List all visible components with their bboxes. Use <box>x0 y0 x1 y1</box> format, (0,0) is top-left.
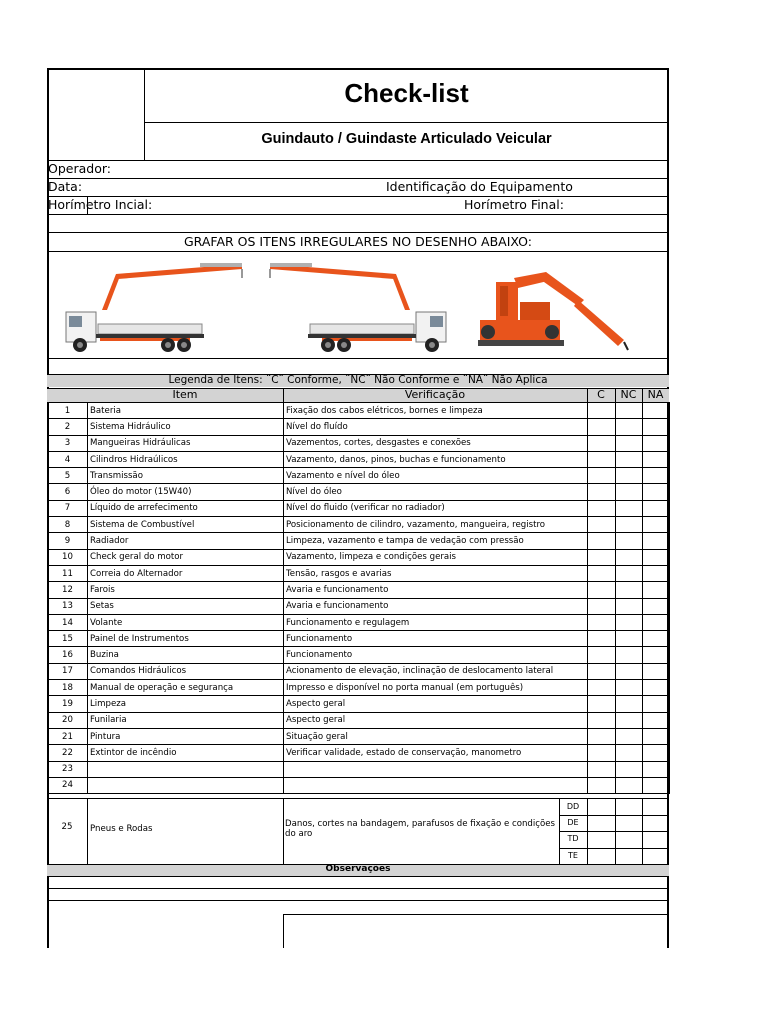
check-c-cell[interactable] <box>588 484 616 500</box>
item-name: Comandos Hidráulicos <box>88 663 284 679</box>
check-na-cell[interactable] <box>643 631 670 647</box>
check-c-cell[interactable] <box>588 696 616 712</box>
item-number: 3 <box>48 435 88 451</box>
check-c-cell[interactable] <box>588 745 616 761</box>
check-na-cell[interactable] <box>643 647 670 663</box>
table-row <box>48 614 670 630</box>
check-na-cell[interactable] <box>643 533 670 549</box>
check-na-cell[interactable] <box>643 712 670 728</box>
item-name: Volante <box>88 614 284 630</box>
check-c-cell[interactable] <box>588 761 616 777</box>
table-row <box>48 631 670 647</box>
item-check: Avaria e funcionamento <box>284 598 588 614</box>
row-line <box>47 214 669 215</box>
check-c-cell[interactable] <box>588 598 616 614</box>
row-line <box>47 160 669 161</box>
table-row <box>48 533 670 549</box>
item-check: Vazamento, danos, pinos, buchas e funcionamento <box>284 451 588 467</box>
check-c-cell[interactable] <box>588 777 616 793</box>
header-verificacao: Verificação <box>404 388 466 401</box>
legend-text: Legenda de Itens: ¨C¨ Conforme, ¨NC¨ Não Conforme e ¨NA¨ Não Aplica <box>168 374 548 386</box>
col-line <box>283 798 284 864</box>
header-c: C <box>597 388 605 401</box>
check-c-cell[interactable] <box>588 631 616 647</box>
check-c-cell[interactable] <box>588 680 616 696</box>
header-item: Item <box>172 388 198 401</box>
table-row <box>48 582 670 598</box>
check-c-cell[interactable] <box>588 419 616 435</box>
item-name: Bateria <box>88 403 284 419</box>
row-line <box>47 900 669 901</box>
crane-unit-view[interactable] <box>474 262 634 356</box>
check-c-cell[interactable] <box>588 403 616 419</box>
check-nc-cell[interactable] <box>616 549 643 565</box>
item-name: Painel de Instrumentos <box>88 631 284 647</box>
check-nc-cell[interactable] <box>616 696 643 712</box>
item-number: 18 <box>48 680 88 696</box>
check-na-cell[interactable] <box>643 549 670 565</box>
check-nc-cell[interactable] <box>616 777 643 793</box>
table-row <box>48 745 670 761</box>
checklist-table <box>47 402 670 794</box>
table-row <box>48 761 670 777</box>
check-na-cell[interactable] <box>643 728 670 744</box>
check-nc-cell[interactable] <box>616 533 643 549</box>
col-line <box>587 388 588 402</box>
check-nc-cell[interactable] <box>616 468 643 484</box>
table-row <box>48 451 670 467</box>
check-c-cell[interactable] <box>588 500 616 516</box>
item-name <box>88 777 284 793</box>
col-line <box>87 798 88 864</box>
data-label: Data: <box>48 179 83 194</box>
truck-crane-left-view[interactable] <box>60 258 250 358</box>
item-number: 8 <box>48 517 88 533</box>
check-c-cell[interactable] <box>588 647 616 663</box>
col-line <box>615 388 616 402</box>
item-number: 10 <box>48 549 88 565</box>
header-na: NA <box>647 388 664 401</box>
check-na-cell[interactable] <box>643 777 670 793</box>
check-nc-cell[interactable] <box>616 582 643 598</box>
horimetro-inicial-label: Horímetro Incial: <box>48 197 153 212</box>
item-check: Limpeza, vazamento e tampa de vedação com pressão <box>284 533 588 549</box>
table-row <box>48 419 670 435</box>
item-check: Aspecto geral <box>284 712 588 728</box>
check-c-cell[interactable] <box>588 517 616 533</box>
item-check: Funcionamento <box>284 647 588 663</box>
col-line <box>642 388 643 402</box>
check-c-cell[interactable] <box>588 549 616 565</box>
item-name: Óleo do motor (15W40) <box>88 484 284 500</box>
item-name: Sistema de Combustível <box>88 517 284 533</box>
item-check: Fixação dos cabos elétricos, bornes e limpeza <box>284 403 588 419</box>
item-number: 6 <box>48 484 88 500</box>
check-c-cell[interactable] <box>588 451 616 467</box>
item-number: 4 <box>48 451 88 467</box>
item-check: Situação geral <box>284 728 588 744</box>
signature-box-left <box>283 914 284 948</box>
row-line <box>47 178 669 179</box>
item-number: 23 <box>48 761 88 777</box>
tire-position-dd: DD <box>566 802 580 811</box>
check-na-cell[interactable] <box>643 403 670 419</box>
item-number: 22 <box>48 745 88 761</box>
check-na-cell[interactable] <box>643 468 670 484</box>
check-nc-cell[interactable] <box>616 745 643 761</box>
table-row <box>48 500 670 516</box>
item-name: Mangueiras Hidráulicas <box>88 435 284 451</box>
item-check <box>284 777 588 793</box>
col-line <box>283 388 284 402</box>
check-nc-cell[interactable] <box>616 565 643 581</box>
item-number: 24 <box>48 777 88 793</box>
check-na-cell[interactable] <box>643 500 670 516</box>
table-row <box>48 403 670 419</box>
check-c-cell[interactable] <box>588 533 616 549</box>
table-row <box>48 728 670 744</box>
check-nc-cell[interactable] <box>616 663 643 679</box>
check-na-cell[interactable] <box>643 761 670 777</box>
item-check: Nível do óleo <box>284 484 588 500</box>
item-name: Buzina <box>88 647 284 663</box>
table-row <box>48 663 670 679</box>
item-number: 2 <box>48 419 88 435</box>
check-c-cell[interactable] <box>588 582 616 598</box>
item-number: 13 <box>48 598 88 614</box>
check-c-cell[interactable] <box>588 468 616 484</box>
check-nc-cell[interactable] <box>616 712 643 728</box>
check-c-cell[interactable] <box>588 663 616 679</box>
item-number: 11 <box>48 565 88 581</box>
item-check: Nível do fluído <box>284 419 588 435</box>
table-row <box>48 517 670 533</box>
item-check: Verificar validade, estado de conservação, manometro <box>284 745 588 761</box>
item-name: Farois <box>88 582 284 598</box>
item-name: Manual de operação e segurança <box>88 680 284 696</box>
check-c-cell[interactable] <box>588 712 616 728</box>
check-na-cell[interactable] <box>643 517 670 533</box>
item-name: Transmissão <box>88 468 284 484</box>
item-check: Tensão, rasgos e avarias <box>284 565 588 581</box>
check-na-cell[interactable] <box>643 435 670 451</box>
item-check: Vazementos, cortes, desgastes e conexões <box>284 435 588 451</box>
check-nc-cell[interactable] <box>616 451 643 467</box>
item-check: Acionamento de elevação, inclinação de deslocamento lateral <box>284 663 588 679</box>
check-na-cell[interactable] <box>643 484 670 500</box>
check-na-cell[interactable] <box>643 745 670 761</box>
equipment-id-label: Identificação do Equipamento <box>386 179 573 194</box>
item-check: Vazamento, limpeza e condições gerais <box>284 549 588 565</box>
item-name: Funilaria <box>88 712 284 728</box>
item-number: 15 <box>48 631 88 647</box>
check-c-cell[interactable] <box>588 728 616 744</box>
item-number: 20 <box>48 712 88 728</box>
row-line <box>47 251 669 252</box>
horimetro-final-label: Horímetro Final: <box>464 197 564 212</box>
item-number: 12 <box>48 582 88 598</box>
item-check: Danos, cortes na bandagem, parafusos de fixação e condições do aro <box>285 819 556 839</box>
row-line <box>559 831 669 832</box>
check-nc-cell[interactable] <box>616 403 643 419</box>
check-na-cell[interactable] <box>643 582 670 598</box>
check-c-cell[interactable] <box>588 565 616 581</box>
table-row <box>48 598 670 614</box>
observacoes-label: Observações <box>325 864 391 874</box>
item-number: 17 <box>48 663 88 679</box>
check-nc-cell[interactable] <box>616 484 643 500</box>
table-row <box>48 647 670 663</box>
check-nc-cell[interactable] <box>616 761 643 777</box>
check-nc-cell[interactable] <box>616 500 643 516</box>
page-title: Check-list <box>344 78 469 108</box>
operador-label: Operador: <box>48 161 111 176</box>
item-check: Impresso e disponível no porta manual (em português) <box>284 680 588 696</box>
check-nc-cell[interactable] <box>616 419 643 435</box>
item-name: Correia do Alternador <box>88 565 284 581</box>
check-nc-cell[interactable] <box>616 680 643 696</box>
row-line <box>47 358 669 359</box>
item-name: Radiador <box>88 533 284 549</box>
table-row <box>48 468 670 484</box>
item-number: 16 <box>48 647 88 663</box>
item-name: Líquido de arrefecimento <box>88 500 284 516</box>
col-line <box>87 196 88 214</box>
check-na-cell[interactable] <box>643 680 670 696</box>
table-row <box>48 435 670 451</box>
item-name <box>88 761 284 777</box>
check-na-cell[interactable] <box>643 451 670 467</box>
table-row <box>48 696 670 712</box>
item-check: Aspecto geral <box>284 696 588 712</box>
check-nc-cell[interactable] <box>616 631 643 647</box>
drawing-instruction: GRAFAR OS ITENS IRREGULARES NO DESENHO ABAIXO: <box>183 234 533 249</box>
check-nc-cell[interactable] <box>616 614 643 630</box>
item-number: 5 <box>48 468 88 484</box>
table-row <box>48 549 670 565</box>
page-subtitle: Guindauto / Guindaste Articulado Veicular <box>261 131 552 147</box>
check-na-cell[interactable] <box>643 696 670 712</box>
check-na-cell[interactable] <box>643 565 670 581</box>
check-nc-cell[interactable] <box>616 647 643 663</box>
item-name: Extintor de incêndio <box>88 745 284 761</box>
table-row <box>48 484 670 500</box>
table-row <box>48 565 670 581</box>
item-number: 1 <box>48 403 88 419</box>
item-check: Funcionamento e regulagem <box>284 614 588 630</box>
check-na-cell[interactable] <box>643 614 670 630</box>
item-check: Nível do fluido (verificar no radiador) <box>284 500 588 516</box>
row-line <box>47 888 669 889</box>
check-na-cell[interactable] <box>643 663 670 679</box>
check-nc-cell[interactable] <box>616 728 643 744</box>
check-nc-cell[interactable] <box>616 517 643 533</box>
row-line <box>47 232 669 233</box>
item-name: Limpeza <box>88 696 284 712</box>
table-row <box>48 712 670 728</box>
item-check: Funcionamento <box>284 631 588 647</box>
check-na-cell[interactable] <box>643 419 670 435</box>
item-number: 19 <box>48 696 88 712</box>
item-check: Vazamento e nível do óleo <box>284 468 588 484</box>
check-c-cell[interactable] <box>588 435 616 451</box>
signature-box-top <box>283 914 669 915</box>
item-name: Check geral do motor <box>88 549 284 565</box>
item-number: 9 <box>48 533 88 549</box>
tire-position-td: TD <box>567 834 579 843</box>
item-name: Sistema Hidráulico <box>88 419 284 435</box>
item-name: Setas <box>88 598 284 614</box>
table-row <box>48 777 670 793</box>
table-row <box>48 680 670 696</box>
tire-position-de: DE <box>567 818 579 827</box>
row-line <box>559 848 669 849</box>
item-number: 21 <box>48 728 88 744</box>
title-divider <box>144 122 669 123</box>
item-number: 14 <box>48 614 88 630</box>
check-nc-cell[interactable] <box>616 435 643 451</box>
truck-crane-right-view[interactable] <box>262 258 452 358</box>
row-line <box>47 876 669 877</box>
item-name: Cilindros Hidraúlicos <box>88 451 284 467</box>
item-check: Avaria e funcionamento <box>284 582 588 598</box>
check-na-cell[interactable] <box>643 598 670 614</box>
item-name: Pneus e Rodas <box>90 824 153 834</box>
check-nc-cell[interactable] <box>616 598 643 614</box>
item-number: 25 <box>61 822 73 832</box>
item-name: Pintura <box>88 728 284 744</box>
row-line <box>559 815 669 816</box>
tire-position-te: TE <box>568 851 578 860</box>
check-c-cell[interactable] <box>588 614 616 630</box>
item-number: 7 <box>48 500 88 516</box>
item-check: Posicionamento de cilindro, vazamento, mangueira, registro <box>284 517 588 533</box>
header-nc: NC <box>620 388 637 401</box>
item-check <box>284 761 588 777</box>
row-line <box>47 798 669 799</box>
